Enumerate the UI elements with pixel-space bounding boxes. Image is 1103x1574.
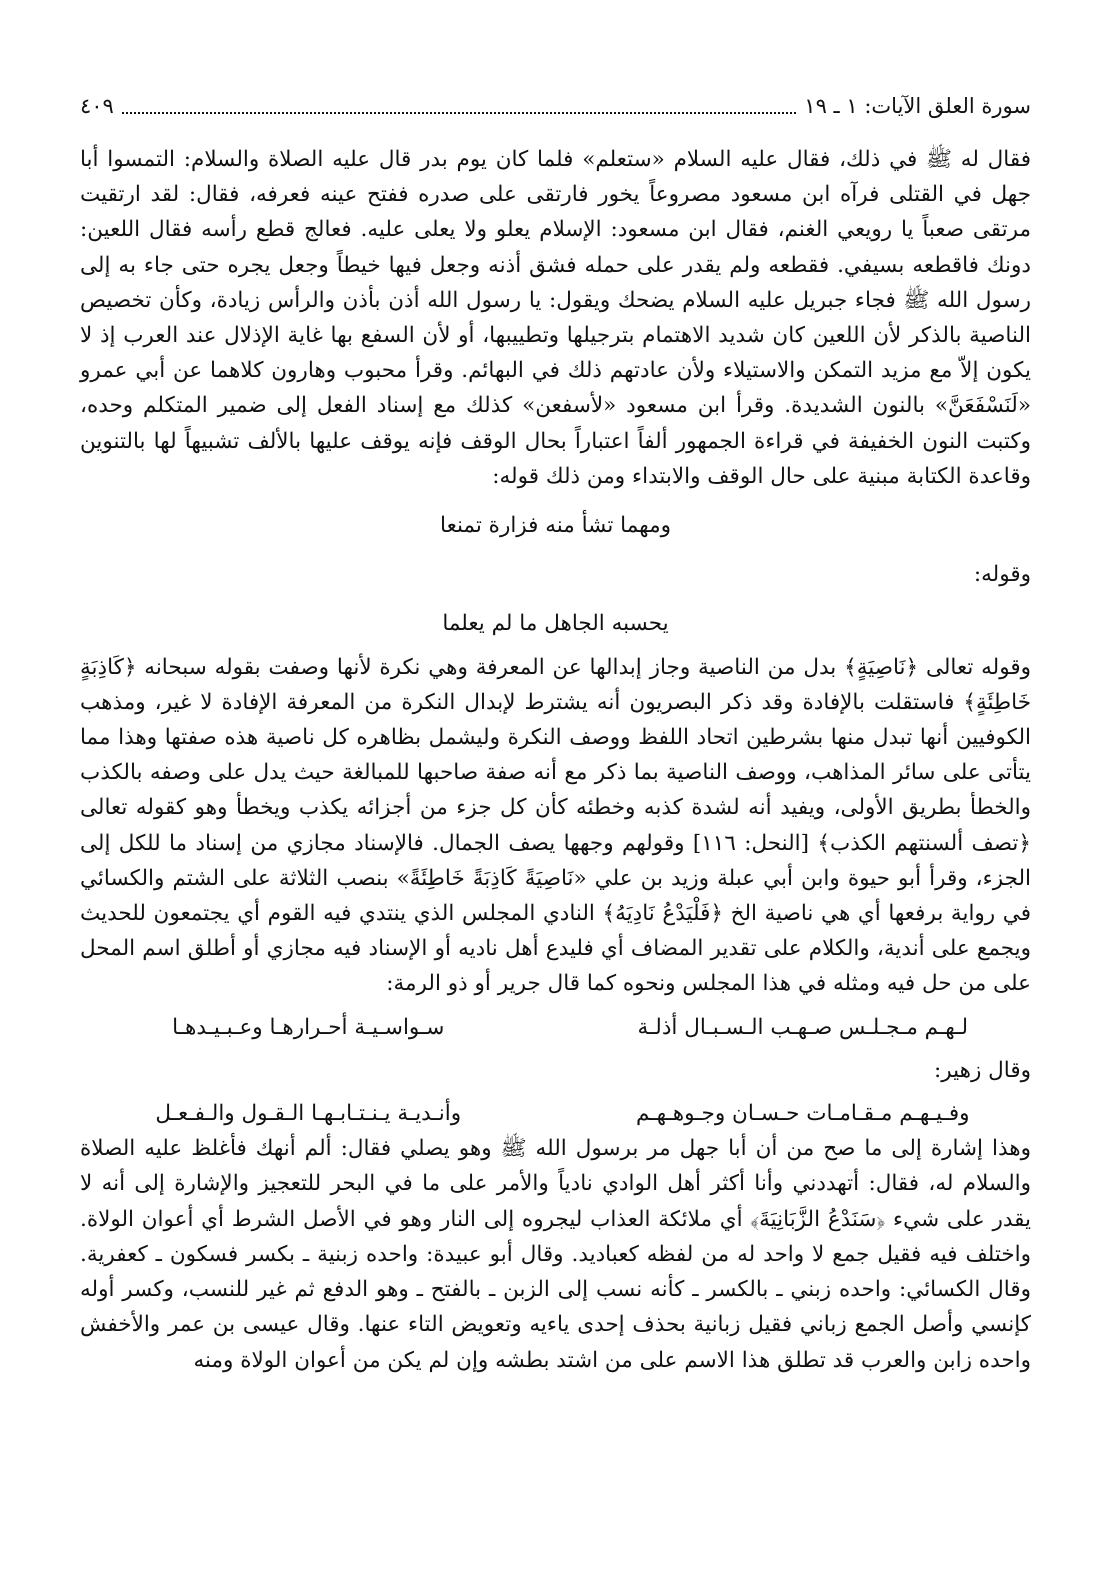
header-dot-leader — [122, 98, 796, 114]
poem-couplet-2 — [80, 1096, 1031, 1131]
paragraph-1: فقال له ﷺ في ذلك، فقال عليه السلام «ستعلم» فلما كان يوم بدر قال عليه الصلاة والسلام: التمسوا أبا جهل في القتلى فرآه ابن مسعود مصروعاً يخور فارتقى على صدره ففتح عينه فعرفه، فقال: لقد ارتقيت مرتقى صعباً يا رويعي الغنم، فقال ابن مسعود: الإسلام يعلو ولا يعلى عليه. فعالج قطع رأسه فقال اللعين: دونك فاقطعه بسيفي. فقطعه ولم يقدر على حمله فشق أذنه وجعل فيها خيطاً وجعل يجره حتى جاء به إلى رسول الله ﷺ فجاء جبريل عليه السلام يضحك ويقول: يا رسول الله أذن بأذن والرأس زيادة، وكأن تخصيص الناصية بالذكر لأن اللعين كان شديد الاهتمام بترجيلها وتطييبها، أو لأن السفع بها غاية الإذلال عند العرب إذ لا يكون إلاّ مع مزيد التمكن والاستيلاء ولأن عادتهم ذلك في البهائم. وقرأ محبوب وهارون كلاهما عن أبي عمرو «لَنَسْفَعَنَّ» بالنون الشديدة. وقرأ ابن مسعود «لأسفعن» كذلك مع إسناد الفعل إلى ضمير المتكلم وحده، وكتبت النون الخفيفة في قراءة الجمهور ألفاً اعتباراً بحال الوقف فإنه يوقف عليها بالألف تشبيهاً لها بالتنوين وقاعدة الكتابة مبنية على حال الوقف والابتداء ومن ذلك قوله: — [80, 147, 1031, 489]
poem-1-hemistich-right: لـهـم مـجـلـس صـهـب الـسـبـال أذلـة — [637, 1014, 969, 1040]
label-quote-intro: وقوله: — [973, 562, 1031, 588]
page-number: ٤٠٩ — [80, 94, 114, 118]
page-body — [80, 142, 1031, 1378]
running-header — [80, 86, 1031, 126]
poem-2-hemistich-right: وفـيـهـم مـقـامـات حـسـان وجـوهـهـم — [635, 1101, 970, 1127]
verse-line-2: يحسبه الجاهل ما لم يعلما — [442, 611, 669, 637]
header-title: سورة العلق الآيات: ١ ـ ١٩ — [804, 94, 1031, 118]
poem-couplet-1 — [80, 1010, 1031, 1045]
verse-line-1: ومهما تشأ منه فزارة تمنعا — [440, 513, 671, 539]
paragraph-3: وهذا إشارة إلى ما صح من أن أبا جهل مر برسول الله ﷺ وهو يصلي فقال: ألم أنهك فأغلظ عليه الصلاة والسلام له، فقال: أتهددني وأنا أكثر أهل الوادي نادياً والأمر على ما في البحر للتعجيز والإشارة إلى أنه لا يقدر على شيء ﴿سَنَدْعُ الزَّبَانِيَةَ﴾ أي ملائكة العذاب ليجروه إلى النار وهو في الأصل الشرط أي أعوان الولاة. واختلف فيه فقيل جمع لا واحد له من لفظه كعباديد. وقال أبو عبيدة: واحده زبنية ـ بكسر فسكون ـ كعفرية. وقال الكسائي: واحده زبني ـ بالكسر ـ كأنه نسب إلى الزبن ـ بالفتح ـ وهو الدفع ثم غير للنسب، وكسر أوله كإنسي وأصل الجمع زباني فقيل زبانية بحذف إحدى ياءيه وتعويض التاء عنها. وقال عيسى بن عمر والأخفش واحده زابن والعرب قد تطلق هذا الاسم على من اشتد بطشه وإن لم يكن من أعوان الولاة ومنه — [80, 1136, 1031, 1373]
poem-1-hemistich-left: سـواسـيـة أحـرارهـا وعـبـيـدهـا — [172, 1014, 445, 1040]
label-zuhair: وقال زهير: — [934, 1057, 1031, 1083]
poem-2-hemistich-left: وأنـديـة يـنـتـابـهـا الـقـول والـفـعـل — [155, 1101, 462, 1127]
paragraph-2: وقوله تعالى ﴿نَاصِيَةٍ﴾ بدل من الناصية وجاز إبدالها عن المعرفة وهي نكرة لأنها وصفت بقوله سبحانه ﴿كَاذِبَةٍ خَاطِئَةٍ﴾ فاستقلت بالإفادة وقد ذكر البصريون أنه يشترط لإبدال النكرة من المعرفة الإفادة لا غير، ومذهب الكوفيين أنها تبدل منها بشرطين اتحاد اللفظ ووصف النكرة وليشمل بظاهره كل ناصية هذه صفتها وهذا مما يتأتى على سائر المذاهب، ووصف الناصية بما ذكر مع أنه صفة صاحبها للمبالغة حيث يدل على وصفه بالكذب والخطأ بطريق الأولى، ويفيد أنه لشدة كذبه وخطئه كأن كل جزء من أجزائه يكذب ويخطأ وهو كقوله تعالى ﴿تصف ألسنتهم الكذب﴾ [النحل: ١١٦] وقولهم وجهها يصف الجمال. فالإسناد مجازي من إسناد ما للكل إلى الجزء، وقرأ أبو حيوة وابن أبي عبلة وزيد بن علي «نَاصِيَةً كَاذِبَةً خَاطِئَةً» بنصب الثلاثة على الشتم والكسائي في رواية برفعها أي هي ناصية الخ ﴿فَلْيَدْعُ نَادِيَهُ﴾ النادي المجلس الذي ينتدي فيه القوم أي يجتمعون للحديث ويجمع على أندية، والكلام على تقدير المضاف أي فليدع أهل ناديه أو الإسناد فيه مجازي أو أطلق اسم المحل على من حل فيه ومثله في هذا المجلس ونحوه كما قال جرير أو ذو الرمة: — [80, 654, 1031, 997]
